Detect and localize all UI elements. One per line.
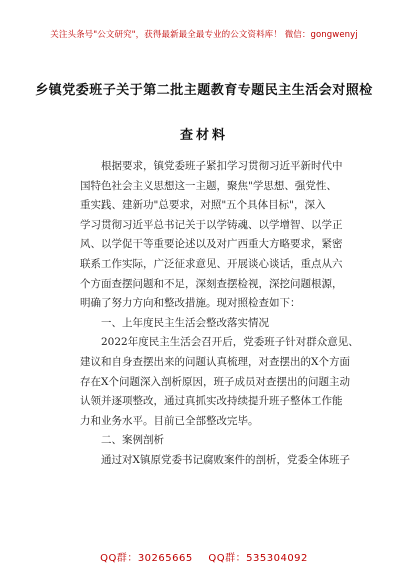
body-line: 个方面查摆问题和不足，深刻查摆检视，深挖问题根源，: [80, 277, 343, 290]
body-line: 明确了努力方向和整改措施。现对照检查如下：: [80, 297, 301, 310]
section-heading-1: 一、上年度民主生活会整改落实情况: [101, 316, 269, 329]
body-line: 建议和自身查摆出来的问题认真梳理，对查摆出的X个方面: [80, 355, 350, 368]
body-line: 联系工作实际，广泛征求意见、开展谈心谈话，重点从六: [80, 257, 343, 270]
section-heading-2: 二、案例剖析: [101, 434, 164, 447]
footer-qq-groups: [0, 549, 408, 564]
body-line: 通过对X镇原党委书记腐败案件的剖析，党委全体班子: [101, 453, 350, 466]
body-line: 根据要求，镇党委班子紧扣学习贯彻习近平新时代中: [101, 160, 343, 172]
footer-qq-group-2: QQ群：535304092: [208, 553, 308, 564]
body-line: 2022年度民主生活会召开后，党委班子针对群众意见、: [101, 336, 359, 349]
header-banner: 关注头条号"公文研究"，获得最新最全最专业的公文资料库！ 微信：gongwenyj: [50, 30, 358, 40]
body-line: 存在X个问题深入剖析原因，班子成员对查摆出的问题主动: [80, 375, 350, 388]
document-body: [80, 157, 359, 471]
body-line: 认领并逐项整改，通过真抓实改持续提升班子整体工作能: [80, 395, 343, 408]
body-line: 学习贯彻习近平总书记关于以学铸魂、以学增智、以学正: [80, 218, 343, 231]
document-title-line1: 乡镇党委班子关于第二批主题教育专题民主生活会对照检: [35, 83, 373, 98]
body-line: 风、以学促干等重要论述以及对广西重大方略要求，紧密: [80, 238, 343, 251]
body-line: 国特色社会主义思想这一主题，聚焦"学思想、强党性、: [80, 179, 337, 192]
body-line: 力和业务水平。目前已全部整改完毕。: [80, 414, 259, 427]
document-title-line2: 查材料: [179, 128, 228, 143]
footer-qq-group-1: QQ群：30265665: [100, 553, 193, 564]
body-line: 重实践、建新功"总要求，对照"五个具体目标"，深入: [80, 199, 326, 212]
